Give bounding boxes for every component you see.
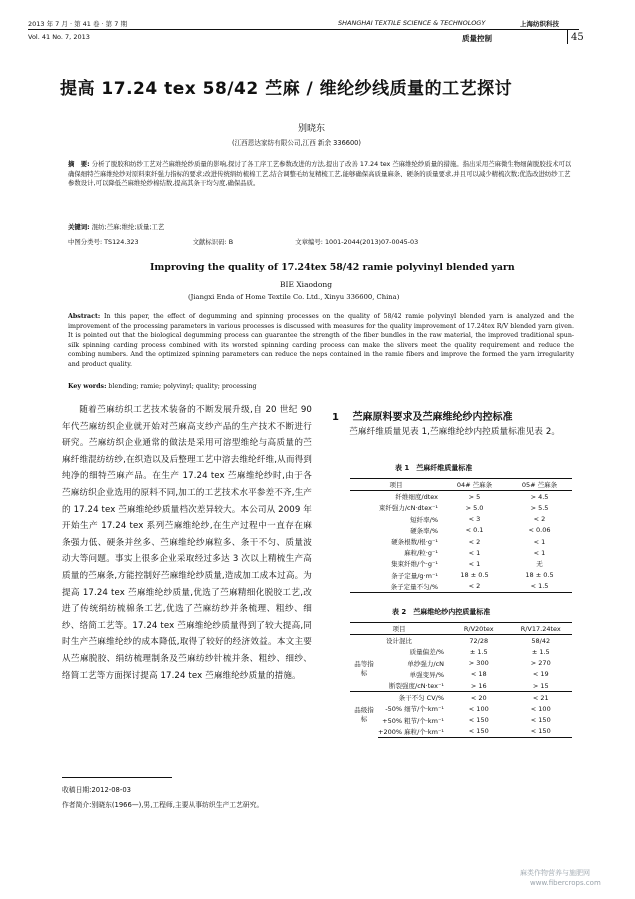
section1-title: 苎麻原料要求及苎麻维纶纱内控标准: [352, 412, 513, 423]
table2-design-col1: 72/28: [469, 636, 489, 645]
table2-row-item: 单纱强力/cN: [407, 659, 445, 668]
table2-row-col1: > 16: [470, 681, 487, 690]
table2-row: [350, 646, 572, 657]
section1-heading: [332, 408, 512, 423]
table1-row: [350, 570, 572, 581]
footnote-rule: [62, 777, 172, 778]
abstract-en-text: In this paper, the effect of degumming and spinning processes on the quality of 58/42 ramie polyvinyl blended yarn is analyzed and the improvement of the processing parameters in various processes is discussed with measures for the quality improvement of 17.24tex R/V blended yarn given. It is pointed out that the biological degumming process can guarantee the strength of the fiber bundles in the raw material, the improved traditional spun-silk spinning carding process combined with its worsted spinning carding process can make the slivers meet the quality requirement and reduce the combing numbers. And the optimized spinning parameters can reduce the neps contained in the ramie fibers and improve the formed the yarn irregularity and product quality.: [68, 313, 574, 368]
table1-row-item: 条子定量/g·m⁻¹: [391, 571, 438, 580]
code-label: 文献标识码:: [192, 238, 227, 246]
table2-caption: 表 2 苎麻维纶纱内控质量标准: [392, 608, 491, 616]
watermark-line1: 麻类作物营养与施肥网: [520, 869, 590, 877]
article-value: 1001-2044(2013)07-0045-03: [324, 238, 419, 246]
table2-row-col1: < 18: [470, 670, 487, 679]
watermark-line2: www.fibercrops.com: [530, 879, 601, 887]
table1-row-item: 纤维细度/dtex: [395, 493, 438, 502]
table2-row-col2: < 150: [530, 716, 551, 725]
table1: [350, 478, 572, 593]
table2-row: [350, 680, 572, 692]
table2-row: [350, 703, 572, 714]
table1-row-col2: < 1: [533, 548, 546, 557]
affiliation-en: (Jiangxi Enda of Home Textile Co. Ltd., Xinyu 336600, China): [188, 293, 400, 301]
table2-row-item: 质量偏差/%: [409, 648, 445, 657]
table2-row: [350, 692, 572, 704]
keywords-cn: [68, 223, 574, 233]
received-date: 收稿日期:2012-08-03: [62, 786, 131, 794]
table1-row-col2: < 0.06: [528, 526, 551, 535]
table1-row-item: 硬条率/%: [410, 526, 438, 535]
table2-row-col2: < 19: [532, 670, 549, 679]
table2-header-col2: R/V17.24tex: [509, 623, 572, 635]
table1-caption: 表 1 苎麻纤维质量标准: [395, 464, 473, 472]
abstract-en: [68, 312, 574, 370]
table2-row-item: 单强变异/%: [409, 670, 445, 679]
journal-name-cn: 上海纺织科技: [520, 20, 559, 28]
table1-row-item: 麻粒/粒·g⁻¹: [404, 549, 438, 558]
volume-info: Vol. 41 No. 7, 2013: [28, 33, 90, 41]
table1-row-col2: > 4.5: [530, 492, 549, 501]
table1-header-col2: 05# 苎麻条: [507, 479, 572, 491]
journal-name-en: SHANGHAI TEXTILE SCIENCE & TECHNOLOGY: [338, 19, 486, 27]
table1-row-col1: < 2: [468, 537, 481, 546]
affiliation-cn: (江西恩达家纺有限公司,江西 新余 336600): [232, 139, 361, 147]
code-value: B: [228, 238, 234, 246]
class-label: 中图分类号:: [68, 238, 103, 246]
table2-row-item: 条干不匀 CV/%: [378, 692, 448, 704]
table2-row-col2: < 100: [530, 704, 551, 713]
table2-row: [350, 669, 572, 680]
table1-row: [350, 514, 572, 525]
table1-row-col1: < 3: [468, 515, 481, 524]
table1-header-row: [350, 479, 572, 491]
paper-title-cn: 提高 17.24 tex 58/42 苎麻 / 维纶纱线质量的工艺探讨: [60, 79, 513, 99]
table1-row-item: 集束纤维/个·g⁻¹: [391, 560, 438, 569]
table1-row: [350, 502, 572, 513]
issue-info: 2013 年 7 月 · 第 41 卷 · 第 7 期: [28, 20, 127, 28]
table1-row-col1: 18 ± 0.5: [460, 571, 489, 580]
keywords-en-text: blending; ramie; polyvinyl; quality; processing: [108, 383, 257, 390]
keywords-en-label: Key words:: [68, 383, 107, 390]
class-value: TS124.323: [104, 238, 139, 246]
table1-row-col1: < 0.1: [465, 526, 484, 535]
table2-header-item: 项目: [350, 623, 448, 635]
table2-row-col1: ± 1.5: [469, 647, 488, 656]
table1-header-col1: 04# 苎麻条: [442, 479, 507, 491]
table2-row: [350, 715, 572, 726]
table2-design-item: 设计混比: [386, 637, 413, 646]
table2-header-row: [350, 623, 572, 635]
section1-number: 1: [332, 412, 339, 423]
table1-row-item: 硬条根数/根·g⁻¹: [391, 538, 438, 547]
author-bio: 作者简介:别晓东(1966—),男,工程师,主要从事纺织生产工艺研究。: [62, 801, 264, 809]
page-number-rule: [567, 29, 568, 44]
table2-design-col2: 58/42: [531, 636, 551, 645]
abstract-cn-label: 摘 要:: [68, 160, 90, 168]
article-label: 文章编号:: [295, 238, 323, 246]
table1-row-col2: 无: [536, 560, 543, 569]
section-name: 质量控制: [462, 34, 492, 43]
table1-row-col1: > 5.0: [465, 503, 484, 512]
header-rule: [28, 29, 579, 30]
abstract-en-label: Abstract:: [68, 313, 101, 320]
table1-row-item: 条子定量不匀/%: [350, 581, 442, 593]
keywords-en: [68, 382, 574, 392]
table1-row-item: 短纤率/%: [410, 515, 438, 524]
intro-paragraph: [62, 402, 312, 684]
abstract-cn: [68, 160, 574, 189]
table2-row-col2: > 270: [530, 659, 551, 668]
table1-row-col1: < 1: [468, 559, 481, 568]
table2-row-item: +50% 粗节/个·km⁻¹: [382, 716, 445, 725]
table1-row-col1: > 5: [468, 492, 481, 501]
table1-row-item: 束纤强力/cN·dtex⁻¹: [378, 504, 438, 513]
table2-row-item: 断裂强度/cN·tex⁻¹: [389, 682, 445, 691]
table2-row: [350, 658, 572, 669]
table1-row-col2: < 2: [533, 515, 546, 524]
table1-header-item: 项目: [350, 479, 442, 491]
author-en: BIE Xiaodong: [280, 280, 333, 289]
table1-row: [350, 547, 572, 558]
table1-row-col1: < 2: [442, 581, 507, 593]
table2-row-col1: < 20: [448, 692, 509, 704]
table2-row-col1: < 150: [448, 726, 509, 738]
table2-row-item: -50% 细节/个·km⁻¹: [385, 705, 445, 714]
table2-row-col2: ± 1.5: [531, 647, 550, 656]
section1-text: 苎麻纤维质量见表 1,苎麻维纶纱内控质量标准见表 2。: [349, 427, 561, 437]
table2-header-col1: R/V20tex: [448, 623, 509, 635]
keywords-cn-text: 混纺;苎麻;维纶;质量;工艺: [91, 223, 165, 231]
table2: [350, 622, 572, 738]
table2-row: [350, 726, 572, 738]
classification-line: [68, 238, 574, 248]
table1-row: [350, 525, 572, 536]
page-number: 45: [571, 32, 584, 43]
table2-row-col1: > 300: [468, 659, 489, 668]
table1-row-col2: > 5.5: [530, 503, 549, 512]
table2-group-label: 品级指标: [350, 692, 378, 738]
intro-text: 随着苎麻纺织工艺技术装备的不断发展升级,自 20 世纪 90 年代苎麻纺织企业就开始对苎麻高支纱产品的生产技术不断进行研究。苎麻纺织企业通常的做法是采用可溶型维纶与高质量的苎麻纤维混纺纺纱,在织造以及后整理工艺中溶去维纶纤维,从而得到纯净的细特苎麻产品。在生产 17.24 tex 苎麻维纶纱时,由于各苎麻纺织企业选用的原料不同,加工的工艺技术水平参差不齐,生产的 17.24 tex 苎麻维纶纱质量档次差异较大。本公司从 2009 年开始生产 17.24 tex 系列苎麻维纶纱,在生产过程中一直存在麻条强力低、硬条并丝多、苎麻维纶纱麻粒多、条干不匀、质量波动大等问题。事实上很多企业采取经过多达 3 次以上精梳生产高质量的苎麻条,方能控制好苎麻维纶纱质量,造成加工成本过高。为提高 17.24 tex 苎麻维纶纱质量,优选了苎麻精细化脱胶工艺,改进了传统绢纺梳棉条工艺,优选了苎麻纺纱并条梳理、粗纱、细纱、络简工艺等。17.24 tex 苎麻维纶纱质量得到了较大提高,同时生产苎麻维纶纱的成本降低,取得了较好的经济效益。本文主要从苎麻脱胶、绢纺梳理制条及苎麻纺纱针梳并条、粗纱、细纱、络简工艺等方面探讨提高 17.24 tex 苎麻维纶纱质量的措施。: [62, 405, 312, 681]
table1-row-col2: < 1.5: [507, 581, 572, 593]
author-cn: 别晓东: [298, 124, 326, 134]
table2-row-col2: > 15: [532, 681, 549, 690]
table1-row: [350, 536, 572, 547]
section1-paragraph: [332, 424, 577, 441]
table1-row-col2: < 1: [533, 537, 546, 546]
table2-row-col2: < 150: [509, 726, 572, 738]
table2-row-col1: < 150: [468, 716, 489, 725]
table1-row: [350, 558, 572, 569]
table1-row: [350, 491, 572, 503]
paper-title-en: Improving the quality of 17.24tex 58/42 ramie polyvinyl blended yarn: [150, 262, 515, 273]
table1-row-col1: < 1: [468, 548, 481, 557]
abstract-cn-text: 分析了脱胶和纺纱工艺对苎麻维纶纱质量的影响,探讨了各工序工艺参数改进的方法,提出了改善 17.24 tex 苎麻维纶纱质量的措施。指出采用苎麻微生物细菌脱胶技术可以确保细特苎麻维纶纱对原料束纤强力指标的要求;改进传统绢纺梳棉工艺,结合调整毛纺复精梳工艺,能够确保高质量麻条、硬条的质量要求,并且可以减少精梳次数;优选改进纺纱工艺参数设计,可以降低苎麻维纶纱棉结数,提高其条干均匀度,确保品质。: [68, 160, 572, 188]
table2-row-col2: < 21: [509, 692, 572, 704]
table2-design-row: [350, 635, 572, 647]
table2-row-item: +200% 麻粒/个·km⁻¹: [378, 726, 448, 738]
table1-row-col2: 18 ± 0.5: [525, 571, 554, 580]
keywords-cn-label: 关键词:: [68, 223, 90, 231]
table2-group-label: 品等指标: [354, 659, 374, 677]
table2-row-col1: < 100: [468, 704, 489, 713]
table1-row: [350, 581, 572, 593]
